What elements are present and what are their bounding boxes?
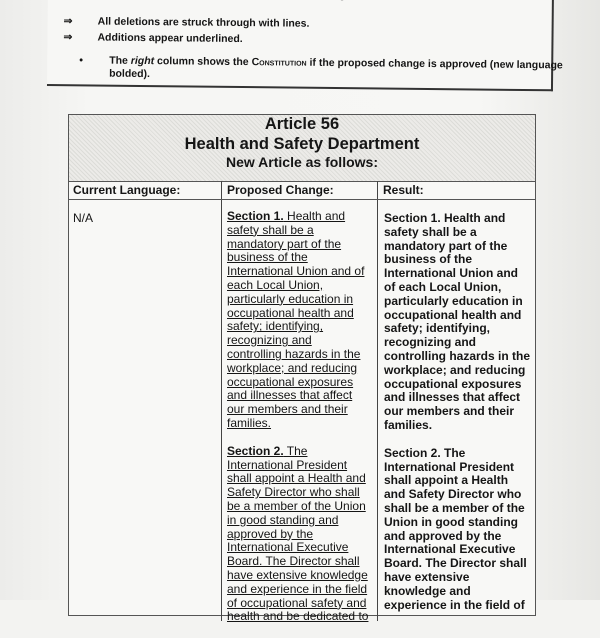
result-text: [384, 212, 532, 626]
instructions-box: ⇒ All deletions are struck through with lines. ⇒ Additions appear underlined. • The right column shows the Constitution if the proposed change is approved (new language bolded).: [47, 0, 554, 91]
column-header-current: Current Language:: [73, 183, 181, 197]
proposed-section-2: Section 2. The International President shall appoint a Health and Safety Director who shall be a member of the Union in good standing and approved by the International Executive Board. The Director shall have extensive knowledge and experience in the field of occupational safety and health and be dedicated to: [227, 443, 369, 624]
arrow-right-icon: ⇒: [63, 31, 73, 44]
arrow-right-icon: ⇒: [63, 15, 73, 28]
result-section-1: Section 1. Health and safety shall be a mandatory part of the business of the International Union and of each Local Union, particularly education in occupational health and safety; identifying, recognizing and controlling hazards in the workplace; and reducing occupational exposures and illnesses that affect our members and their families.: [384, 211, 531, 432]
header-divider: [69, 199, 535, 200]
current-language-text: N/A: [73, 211, 94, 225]
article-header: [69, 115, 535, 182]
bullet-icon: •: [79, 54, 83, 67]
column-divider: [221, 181, 222, 621]
column-divider: [377, 181, 378, 621]
column-header-result: Result:: [383, 183, 424, 197]
proposed-change-text: [227, 210, 369, 638]
article-table: [68, 114, 536, 624]
article-number: Article 56: [264, 115, 340, 133]
column-header-proposed: Proposed Change:: [227, 183, 334, 197]
proposed-section-1: Section 1. Health and safety shall be a mandatory part of the business of the International Union and of each Local Union, particularly education in occupational health and safety; identifying, recognizing and controlling hazards in the workplace; and reducing occupational exposures and illnesses that affect our members and their families.: [227, 209, 365, 430]
article-subtitle: New Article as follows:: [226, 154, 378, 170]
result-section-2: Section 2. The International President shall appoint a Health and Safety Director who shall be a member of the Union in good standing and approved by the International Executive Board. The Director shall have extensive knowledge and experience in the field of: [384, 445, 527, 612]
article-title: Health and Safety Department: [184, 135, 420, 153]
